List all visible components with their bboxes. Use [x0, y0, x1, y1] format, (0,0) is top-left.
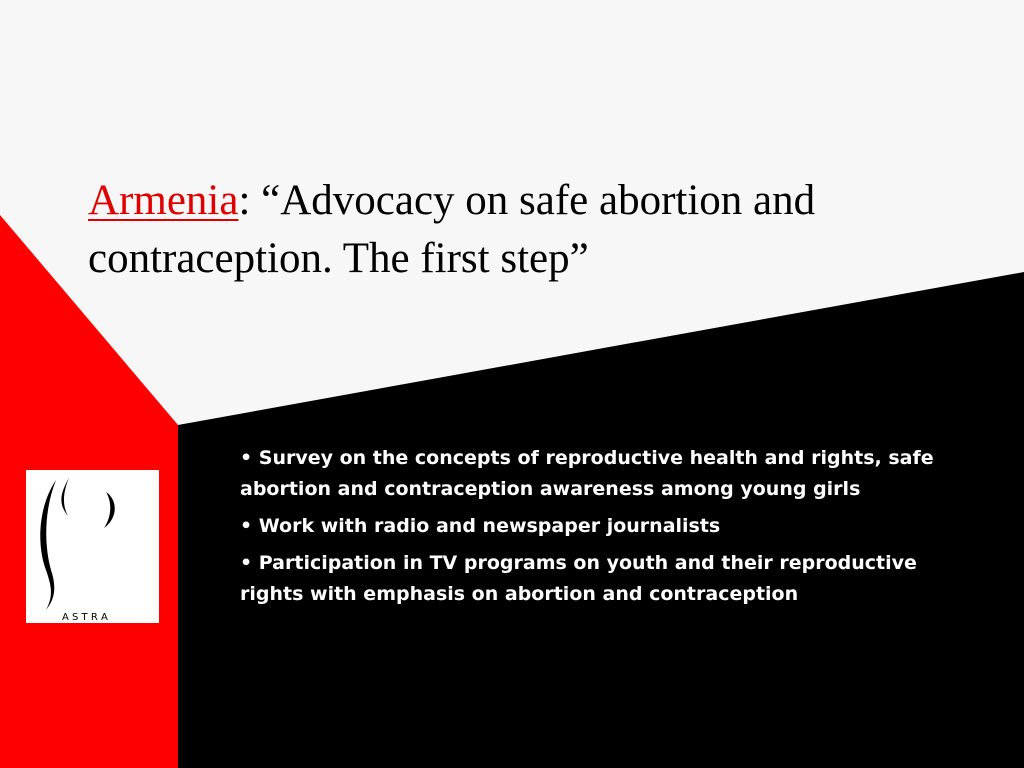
- astra-logo: [26, 470, 159, 623]
- bullet-item: • Participation in TV programs on youth and their reproductive rights with emphasis on abortion and contraception: [240, 552, 917, 605]
- bullet-item: • Survey on the concepts of reproductive health and rights, safe abortion and contraception awareness among young girls: [240, 447, 934, 500]
- title-text: : “Advocacy on safe abortion and contraception. The first step”: [88, 177, 816, 282]
- bullet-item: • Work with radio and newspaper journalists: [240, 515, 721, 537]
- astra-logo-text: A S T R A: [62, 612, 108, 623]
- bullet-list: [240, 443, 940, 616]
- astra-logo-graphic: [26, 470, 159, 623]
- slide-title: [88, 172, 968, 288]
- title-country-link[interactable]: Armenia: [88, 177, 239, 224]
